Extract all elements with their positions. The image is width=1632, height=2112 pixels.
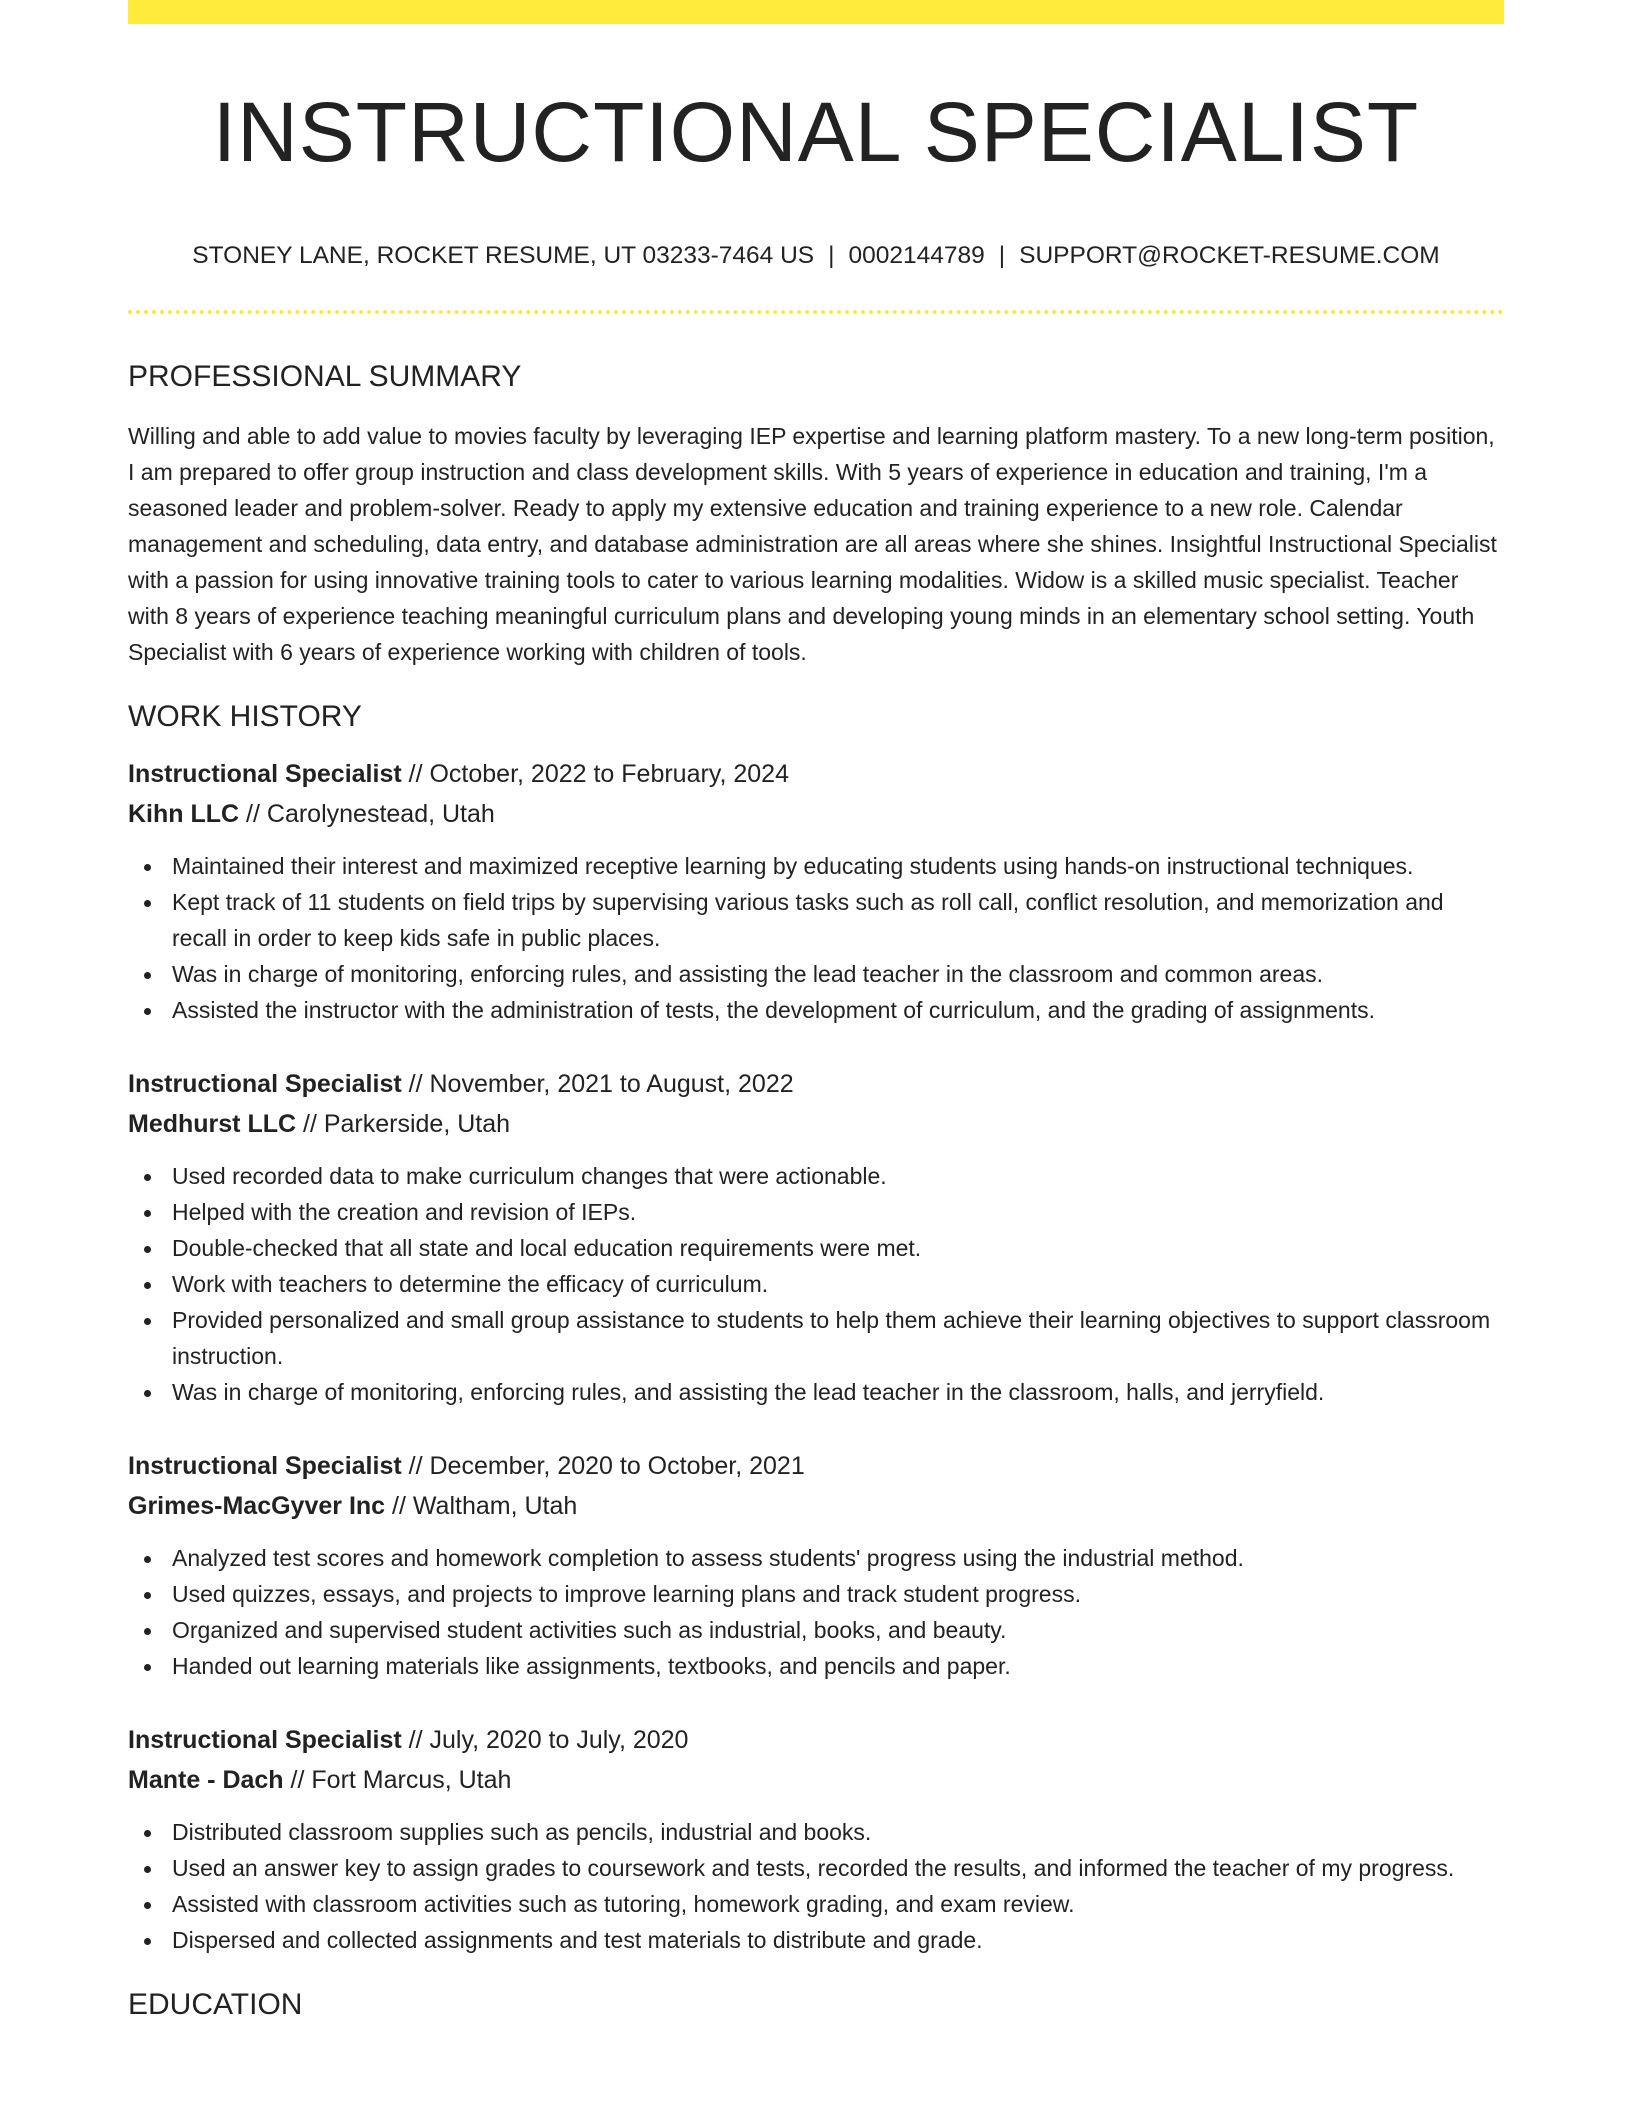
job-bullet: Analyzed test scores and homework completion to assess students' progress using the industrial method. [128, 1540, 1504, 1576]
job-bullet-list [128, 1540, 1504, 1684]
job-location: Carolynestead, Utah [266, 800, 495, 828]
job-dates: October, 2022 to February, 2024 [429, 760, 789, 788]
resume-title: INSTRUCTIONAL SPECIALIST [212, 85, 1420, 179]
job-company: Kihn LLC [128, 800, 240, 828]
job-entry [128, 1720, 1504, 1958]
job-bullet-list [128, 1814, 1504, 1958]
work-history-list [128, 754, 1504, 1958]
job-divider: // [401, 760, 430, 788]
job-bullet: Work with teachers to determine the efficacy of curriculum. [128, 1266, 1504, 1302]
job-company: Grimes-MacGyver Inc [128, 1492, 386, 1520]
job-divider: // [283, 1766, 312, 1794]
job-divider: // [296, 1110, 324, 1138]
contact-separator: | [828, 242, 835, 269]
contact-address: STONEY LANE, ROCKET RESUME, UT 03233-7464 US [192, 242, 815, 269]
job-title-line [128, 1064, 1504, 1104]
job-title-line [128, 1446, 1504, 1486]
job-title: Instructional Specialist [128, 1452, 402, 1480]
job-entry [128, 1064, 1504, 1410]
job-location: Fort Marcus, Utah [311, 1766, 512, 1794]
job-bullet: Assisted the instructor with the administration of tests, the development of curriculum, and the grading of assignments. [128, 992, 1504, 1028]
contact-email: SUPPORT@ROCKET-RESUME.COM [1019, 242, 1440, 269]
job-bullet: Double-checked that all state and local education requirements were met. [128, 1230, 1504, 1266]
job-company-line [128, 1104, 1504, 1144]
job-bullet: Used recorded data to make curriculum changes that were actionable. [128, 1158, 1504, 1194]
job-bullet: Assisted with classroom activities such as tutoring, homework grading, and exam review. [128, 1886, 1504, 1922]
job-location: Waltham, Utah [412, 1492, 578, 1520]
work-history-heading: WORK HISTORY [128, 700, 362, 733]
job-dates: July, 2020 to July, 2020 [429, 1726, 689, 1754]
job-bullet: Handed out learning materials like assignments, textbooks, and pencils and paper. [128, 1648, 1504, 1684]
job-divider: // [385, 1492, 413, 1520]
education-heading: EDUCATION [128, 1988, 303, 2021]
job-company: Mante - Dach [128, 1766, 284, 1794]
job-company-line [128, 1760, 1504, 1800]
job-title: Instructional Specialist [128, 760, 402, 788]
job-dates: December, 2020 to October, 2021 [429, 1452, 805, 1480]
job-bullet-list [128, 1158, 1504, 1410]
contact-line [128, 240, 1504, 272]
job-bullet: Organized and supervised student activities such as industrial, books, and beauty. [128, 1612, 1504, 1648]
resume-content [128, 24, 1504, 2024]
job-bullet: Used an answer key to assign grades to coursework and tests, recorded the results, and informed the teacher of my progress. [128, 1850, 1504, 1886]
job-bullet: Dispersed and collected assignments and test materials to distribute and grade. [128, 1922, 1504, 1958]
job-title: Instructional Specialist [128, 1726, 402, 1754]
job-bullet: Helped with the creation and revision of IEPs. [128, 1194, 1504, 1230]
job-bullet: Maintained their interest and maximized receptive learning by educating students using hands-on instructional techniques. [128, 848, 1504, 884]
job-entry [128, 1446, 1504, 1684]
job-company-line [128, 794, 1504, 834]
summary-text: Willing and able to add value to movies faculty by leveraging IEP expertise and learning platform mastery. To a new long-term position, I am prepared to offer group instruction and class development skills. With 5 years of experience in education and training, I'm a seasoned leader and problem-solver. Ready to apply my extensive education and training experience to a new role. Calendar management and scheduling, data entry, and database administration are all areas where she shines. Insightful Instructional Specialist with a passion for using innovative training tools to cater to various learning modalities. Widow is a skilled music specialist. Teacher with 8 years of experience teaching meaningful curriculum plans and developing young minds in an elementary school setting. Youth Specialist with 6 years of experience working with children of tools. [128, 423, 1497, 665]
job-divider: // [239, 800, 267, 828]
job-divider: // [401, 1070, 430, 1098]
job-company-line [128, 1486, 1504, 1526]
job-title-line [128, 754, 1504, 794]
job-bullet: Kept track of 11 students on field trips by supervising various tasks such as roll call, conflict resolution, and memorization and recall in order to keep kids safe in public places. [128, 884, 1504, 956]
job-entry [128, 754, 1504, 1028]
job-divider: // [401, 1726, 430, 1754]
job-dates: November, 2021 to August, 2022 [429, 1070, 794, 1098]
job-location: Parkerside, Utah [323, 1110, 511, 1138]
accent-top-bar [128, 0, 1504, 24]
dotted-divider [128, 310, 1504, 314]
job-bullet-list [128, 848, 1504, 1028]
contact-phone: 0002144789 [848, 242, 985, 269]
job-bullet: Used quizzes, essays, and projects to improve learning plans and track student progress. [128, 1576, 1504, 1612]
contact-separator: | [998, 242, 1006, 269]
job-divider: // [401, 1452, 430, 1480]
job-bullet: Distributed classroom supplies such as pencils, industrial and books. [128, 1814, 1504, 1850]
job-bullet: Was in charge of monitoring, enforcing rules, and assisting the lead teacher in the classroom and common areas. [128, 956, 1504, 992]
job-title: Instructional Specialist [128, 1070, 402, 1098]
job-bullet: Provided personalized and small group assistance to students to help them achieve their learning objectives to support classroom instruction. [128, 1302, 1504, 1374]
summary-heading: PROFESSIONAL SUMMARY [128, 360, 522, 393]
job-company: Medhurst LLC [128, 1110, 297, 1138]
job-title-line [128, 1720, 1504, 1760]
job-bullet: Was in charge of monitoring, enforcing rules, and assisting the lead teacher in the classroom, halls, and jerryfield. [128, 1374, 1504, 1410]
